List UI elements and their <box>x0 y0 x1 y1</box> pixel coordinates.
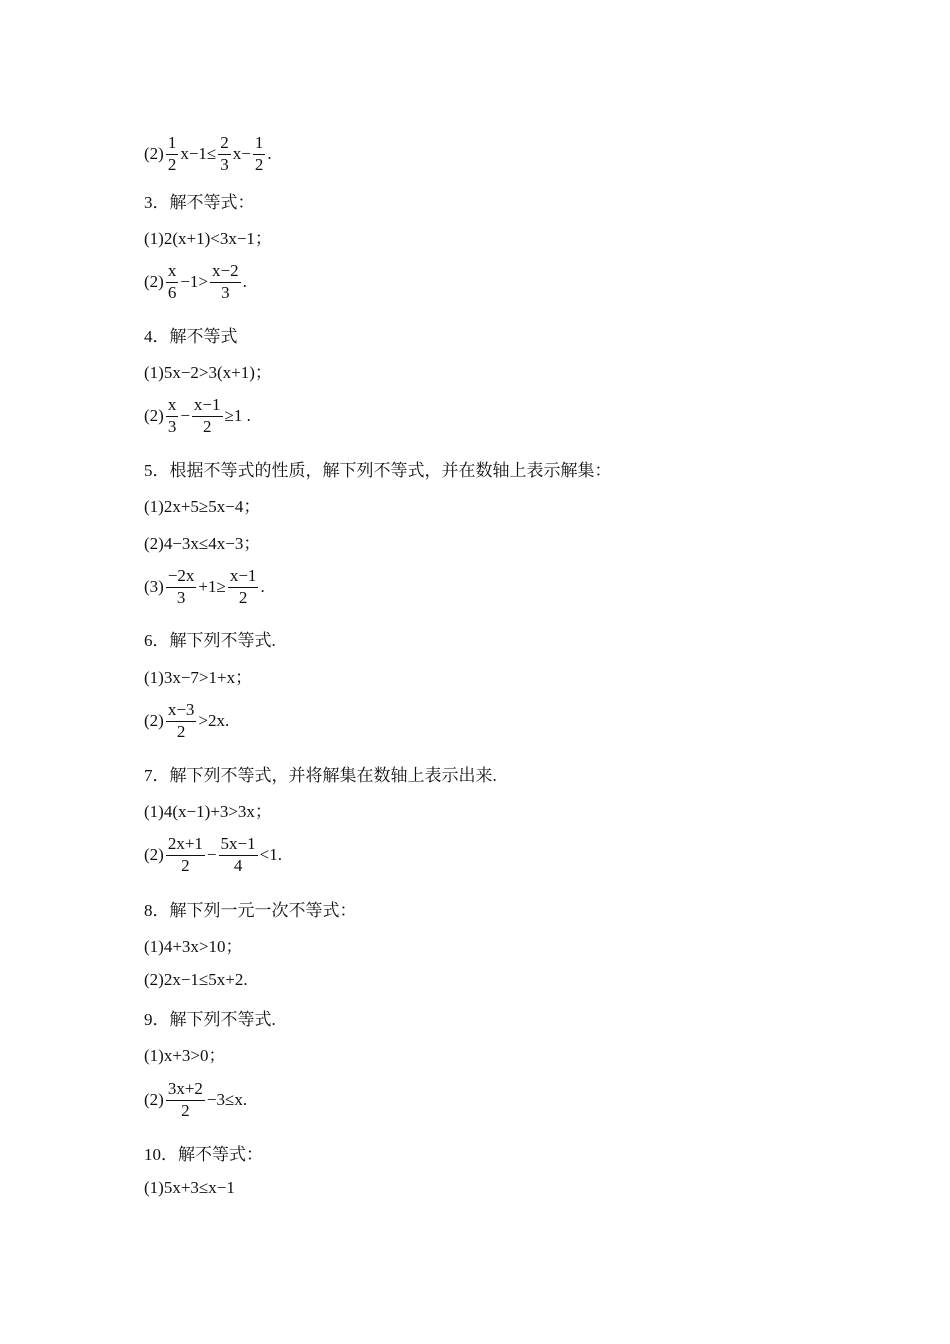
label: (2) <box>144 144 164 163</box>
problem-3-2: (2) $\frac{x}{6}$ −1> $\frac{x-2}{3}$ . <box>144 260 247 302</box>
fraction: $\frac{2x+1}{2}$ <box>167 833 203 875</box>
problem-7-2: (2) $\frac{2x+1}{2}$ − $\frac{5x-1}{4}$ <1. <box>144 833 282 875</box>
problem-4-2: (2) $\frac{x}{3}$ − $\frac{x-1}{2}$ ≥1 . <box>144 394 251 436</box>
problem-6-2: (2) $\frac{x-3}{2}$ >2x. <box>144 699 230 741</box>
problem-8-1: (1)4+3x>10； <box>144 936 243 956</box>
problem-5-1: (1)2x+5≥5x−4； <box>144 496 261 516</box>
fraction: $\frac{1}{2}$ <box>254 132 264 174</box>
question-7-heading: 7．解下列不等式，并将解集在数轴上表示出来. <box>144 765 497 785</box>
problem-5-2: (2)4−3x≤4x−3； <box>144 533 261 553</box>
fraction: $\frac{5x-1}{4}$ <box>220 833 256 875</box>
problem-6-1: (1)3x−7>1+x； <box>144 667 253 687</box>
expr: . <box>267 144 272 163</box>
problem-10-1: (1)5x+3≤x−1 <box>144 1178 235 1197</box>
problem-5-3: (3) $\frac{-2x}{3}$ +1≥ $\frac{x-1}{2}$ . <box>144 565 265 607</box>
fraction: $\frac{x-3}{2}$ <box>167 699 195 741</box>
fraction: $\frac{2}{3}$ <box>220 132 229 174</box>
problem-8-2: (2)2x−1≤5x+2. <box>144 970 248 989</box>
fraction: $\frac{3x+2}{2}$ <box>167 1078 203 1120</box>
problem-9-1: (1)x+3>0； <box>144 1045 226 1065</box>
fraction: $\frac{x-1}{2}$ <box>193 394 221 436</box>
fraction: $\frac{x-2}{3}$ <box>212 260 239 302</box>
problem-2-2 <box>144 134 272 174</box>
question-3-heading: 3．解不等式： <box>144 192 255 212</box>
problem-9-2: (2) $\frac{3x+2}{2}$ −3≤x. <box>144 1078 248 1120</box>
fraction: $\frac{x}{6}$ <box>167 260 177 302</box>
question-6-heading: 6．解下列不等式. <box>144 630 276 650</box>
problem-3-1: (1)2(x+1)<3x−1； <box>144 228 272 248</box>
problem-7-1: (1)4(x−1)+3>3x； <box>144 801 272 821</box>
question-4-heading: 4．解不等式 <box>144 326 238 346</box>
fraction: $\frac{1}{2}$ <box>167 132 177 174</box>
expr: x−1≤ <box>180 144 217 163</box>
question-10-heading: 10．解不等式： <box>144 1144 263 1164</box>
fraction: $\frac{x}{3}$ <box>167 394 177 436</box>
problem-4-1: (1)5x−2>3(x+1)； <box>144 362 272 382</box>
expr: x− <box>232 144 251 163</box>
fraction: $\frac{-2x}{3}$ <box>167 565 195 607</box>
fraction: $\frac{x-1}{2}$ <box>229 565 257 607</box>
question-5-heading: 5．根据不等式的性质，解下列不等式，并在数轴上表示解集： <box>144 460 612 480</box>
question-9-heading: 9．解下列不等式. <box>144 1009 276 1029</box>
question-8-heading: 8．解下列一元一次不等式： <box>144 900 357 920</box>
